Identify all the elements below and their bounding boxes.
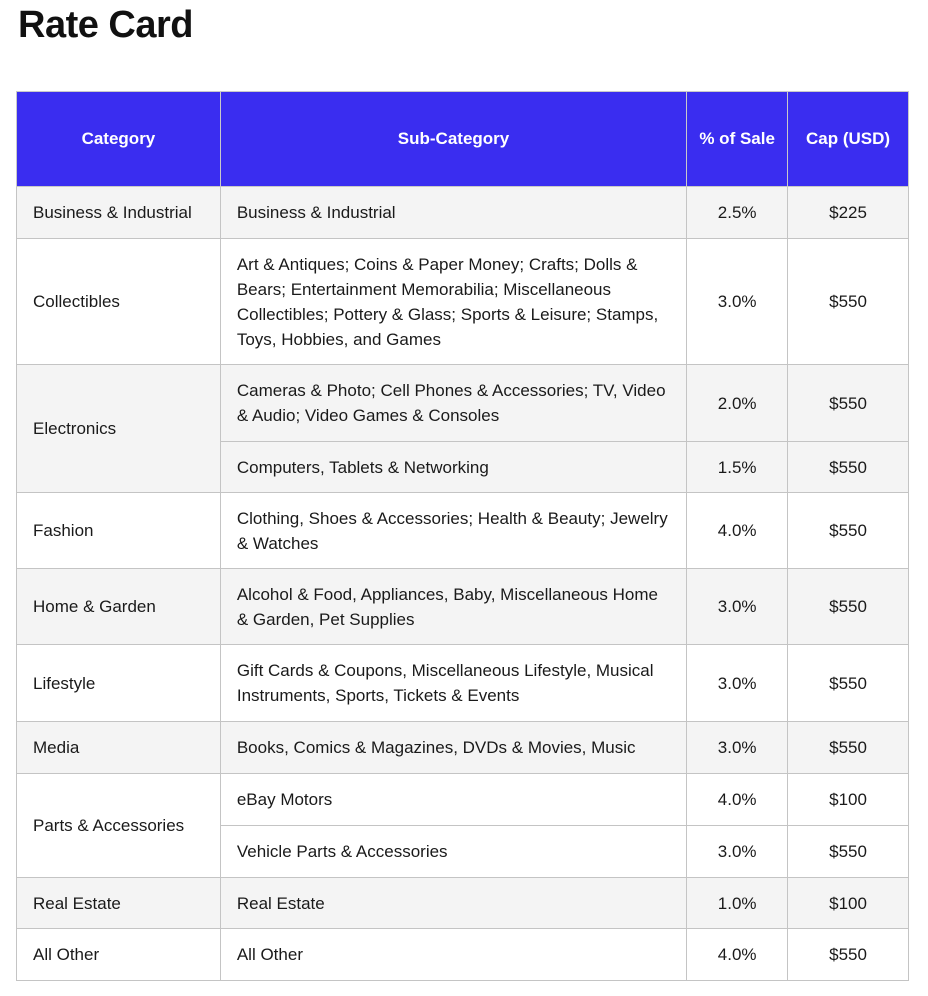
percent-cell: 3.0% [687, 722, 788, 774]
header-percent-of-sale: % of Sale [687, 92, 788, 187]
table-row [17, 722, 909, 774]
percent-cell: 1.0% [687, 878, 788, 929]
table-row [17, 569, 909, 645]
subcategory-cell: Art & Antiques; Coins & Paper Money; Crafts; Dolls & Bears; Entertainment Memorabilia; Miscellaneous Collectibles; Pottery & Glass; Sports & Leisure; Stamps, Toys, Hobbies, and Games [220, 239, 686, 365]
table-row [17, 774, 909, 826]
cap-cell: $550 [788, 645, 909, 722]
subcategory-cell: eBay Motors [220, 774, 686, 826]
category-cell: Electronics [17, 365, 221, 493]
cap-cell: $550 [788, 569, 909, 645]
category-cell: Lifestyle [17, 645, 221, 722]
page-title: Rate Card [18, 4, 193, 46]
cap-cell: $550 [788, 442, 909, 493]
subcategory-cell: All Other [220, 929, 686, 981]
percent-cell: 4.0% [687, 774, 788, 826]
header-category: Category [17, 92, 221, 187]
table-header-row [17, 92, 909, 187]
subcategory-cell: Alcohol & Food, Appliances, Baby, Miscellaneous Home & Garden, Pet Supplies [220, 569, 686, 645]
table-row [17, 929, 909, 981]
percent-cell: 4.0% [687, 929, 788, 981]
subcategory-cell: Vehicle Parts & Accessories [220, 826, 686, 878]
percent-cell: 3.0% [687, 569, 788, 645]
cap-cell: $550 [788, 365, 909, 442]
cap-cell: $100 [788, 878, 909, 929]
percent-cell: 2.5% [687, 187, 788, 239]
table-row [17, 493, 909, 569]
percent-cell: 2.0% [687, 365, 788, 442]
subcategory-cell: Computers, Tablets & Networking [220, 442, 686, 493]
table-row [17, 239, 909, 365]
category-cell: Fashion [17, 493, 221, 569]
percent-cell: 3.0% [687, 826, 788, 878]
table-row [17, 878, 909, 929]
category-cell: Business & Industrial [17, 187, 221, 239]
subcategory-cell: Clothing, Shoes & Accessories; Health & Beauty; Jewelry & Watches [220, 493, 686, 569]
cap-cell: $550 [788, 722, 909, 774]
table-row [17, 645, 909, 722]
category-cell: Parts & Accessories [17, 774, 221, 878]
category-cell: Media [17, 722, 221, 774]
cap-cell: $550 [788, 826, 909, 878]
table-row [17, 187, 909, 239]
percent-cell: 4.0% [687, 493, 788, 569]
cap-cell: $100 [788, 774, 909, 826]
subcategory-cell: Gift Cards & Coupons, Miscellaneous Lifestyle, Musical Instruments, Sports, Tickets & Events [220, 645, 686, 722]
header-cap: Cap (USD) [788, 92, 909, 187]
category-cell: Real Estate [17, 878, 221, 929]
cap-cell: $225 [788, 187, 909, 239]
subcategory-cell: Business & Industrial [220, 187, 686, 239]
category-cell: All Other [17, 929, 221, 981]
percent-cell: 3.0% [687, 645, 788, 722]
percent-cell: 1.5% [687, 442, 788, 493]
category-cell: Home & Garden [17, 569, 221, 645]
subcategory-cell: Real Estate [220, 878, 686, 929]
header-sub-category: Sub-Category [220, 92, 686, 187]
rate-card-table [16, 91, 909, 981]
cap-cell: $550 [788, 929, 909, 981]
cap-cell: $550 [788, 493, 909, 569]
table-row [17, 365, 909, 442]
category-cell: Collectibles [17, 239, 221, 365]
cap-cell: $550 [788, 239, 909, 365]
subcategory-cell: Books, Comics & Magazines, DVDs & Movies, Music [220, 722, 686, 774]
percent-cell: 3.0% [687, 239, 788, 365]
subcategory-cell: Cameras & Photo; Cell Phones & Accessories; TV, Video & Audio; Video Games & Consoles [220, 365, 686, 442]
